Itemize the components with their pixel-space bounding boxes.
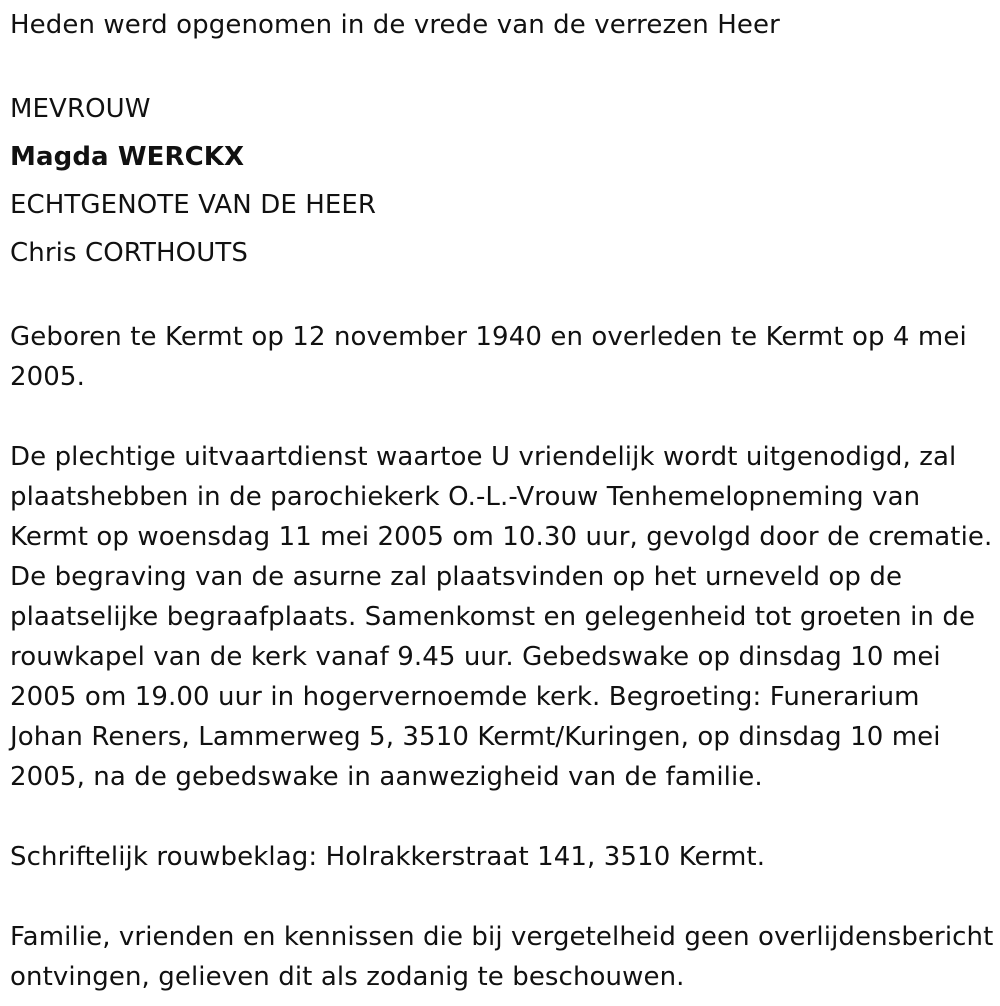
spouse-name: Chris CORTHOUTS bbox=[10, 238, 248, 268]
deceased-name: Magda WERCKX bbox=[10, 142, 245, 172]
birth-death-paragraph: Geboren te Kermt op 12 november 1940 en overleden te Kermt op 4 mei 2005. bbox=[10, 322, 967, 392]
intro-line: Heden werd opgenomen in de vrede van de verrezen Heer bbox=[10, 10, 780, 40]
title-line: MEVROUW bbox=[10, 94, 151, 124]
condolences-paragraph: Schriftelijk rouwbeklag: Holrakkerstraat 141, 3510 Kermt. bbox=[10, 842, 766, 872]
relation-line: ECHTGENOTE VAN DE HEER bbox=[10, 190, 377, 220]
funeral-paragraph: De plechtige uitvaartdienst waartoe U vriendelijk wordt uitgenodigd, zal plaatshebben in de parochiekerk O.-L.-Vrouw Tenhemelopneming van Kermt op woensdag 11 mei 2005 om 10.30 uur, gevolgd door de crematie. De begraving van de asurne zal plaatsvinden op het urneveld op de plaatselijke begraafplaats. Samenkomst en gelegenheid tot groeten in de rouwkapel van de kerk vanaf 9.45 uur. Gebedswake op dinsdag 10 mei 2005 om 19.00 uur in hogervernoemde kerk. Begroeting: Funerarium Johan Reners, Lammerweg 5, 3510 Kermt/Kuringen, op dinsdag 10 mei 2005, na de gebedswake in aanwezigheid van de familie. bbox=[10, 442, 993, 792]
obituary-notice bbox=[10, 0, 995, 997]
closing-paragraph: Familie, vrienden en kennissen die bij vergetelheid geen overlijdensbericht ontvingen, gelieven dit als zodanig te beschouwen. bbox=[10, 922, 994, 992]
deceased-block bbox=[10, 85, 995, 277]
